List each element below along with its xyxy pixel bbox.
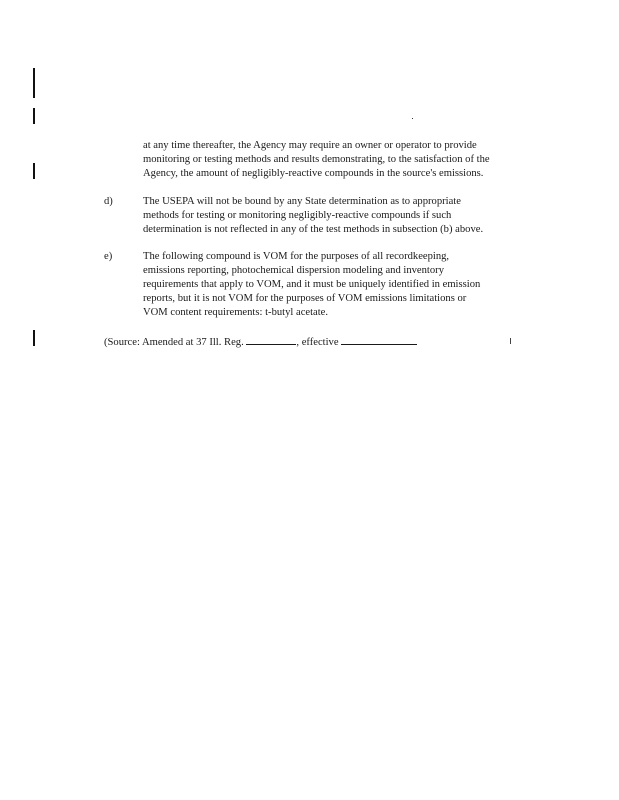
reg-page-blank (246, 334, 296, 345)
effective-date-blank (341, 334, 417, 345)
text-line: monitoring or testing methods and results demonstrating, to the satisfaction of the (143, 154, 490, 165)
text-line: The USEPA will not be bound by any State determination as to appropriate (143, 196, 461, 207)
scan-mark (510, 338, 511, 344)
source-note (104, 334, 417, 350)
subsection-label-e: e) (104, 251, 113, 262)
source-effective: , effective (296, 337, 342, 348)
revision-bar (33, 108, 35, 124)
revision-bar (33, 163, 35, 179)
text-line: Agency, the amount of negligibly-reactive compounds in the source's emissions. (143, 168, 484, 179)
source-prefix: (Source: Amended at 37 Ill. Reg. (104, 337, 247, 348)
text-line: The following compound is VOM for the purposes of all recordkeeping, (143, 251, 450, 262)
text-line: determination is not reflected in any of the test methods in subsection (b) above. (143, 224, 484, 235)
scan-speck (412, 118, 413, 119)
text-line: reports, but it is not VOM for the purposes of VOM emissions limitations or (143, 293, 467, 304)
subsection-d-text (143, 195, 483, 237)
subsection-e-text (143, 250, 480, 320)
subsection-label-d: d) (104, 196, 113, 207)
text-line: VOM content requirements: t-butyl acetate. (143, 307, 329, 318)
text-line: emissions reporting, photochemical dispersion modeling and inventory (143, 265, 444, 276)
revision-bar (33, 68, 35, 98)
text-line: methods for testing or monitoring negligibly-reactive compounds if such (143, 210, 452, 221)
text-line: at any time thereafter, the Agency may require an owner or operator to provide (143, 140, 477, 151)
continuation-paragraph (143, 139, 490, 181)
revision-bar (33, 330, 35, 346)
text-line: requirements that apply to VOM, and it must be uniquely identified in emission (143, 279, 481, 290)
